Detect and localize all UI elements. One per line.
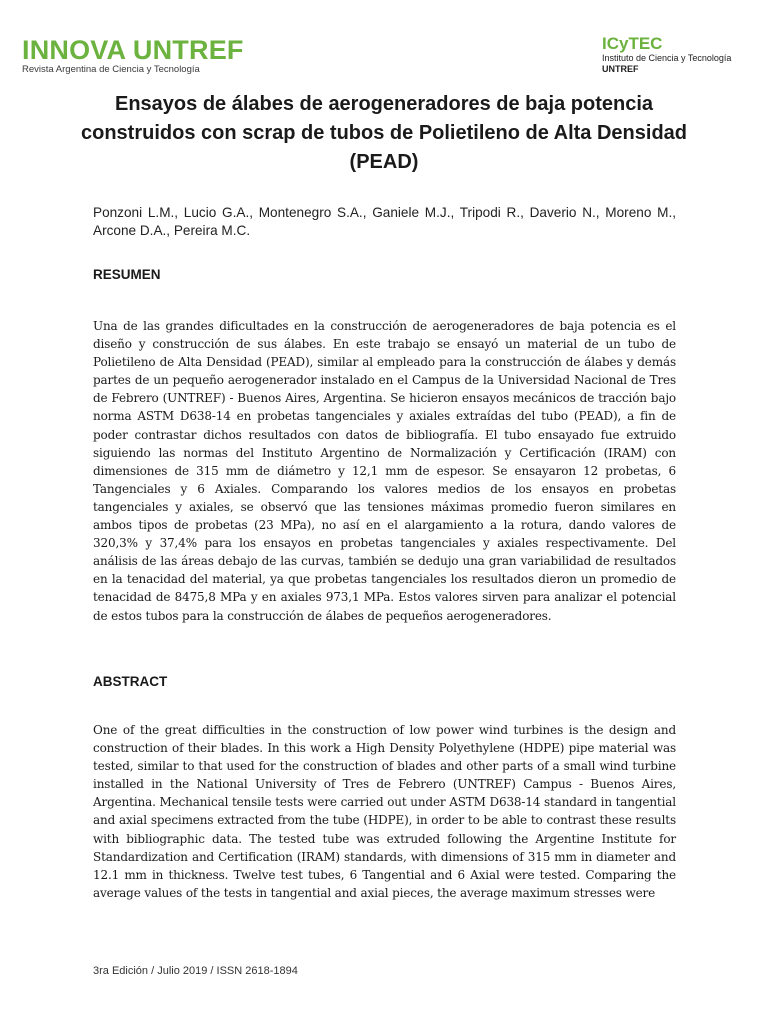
- article-title: Ensayos de álabes de aerogeneradores de baja potencia construidos con scrap de tubos de Polietileno de Alta Densidad (PEAD): [80, 93, 688, 173]
- institute-full-name: Instituto de Ciencia y Tecnología: [602, 53, 732, 63]
- author-list: Ponzoni L.M., Lucio G.A., Montenegro S.A., Ganiele M.J., Tripodi R., Daverio N., Moreno M., Arcone D.A., Pereira M.C.: [93, 205, 676, 238]
- resumen-text: Una de las grandes dificultades en la construcción de aerogeneradores de baja potencia es el diseño y construcción de sus álabes. En este trabajo se ensayó un material de un tubo de Polietileno de Alta Densidad (PEAD), similar al empleado para la construcción de álabes y demás partes de un pequeño aerogenerador instalado en el Campus de la Universidad Nacional de Tres de Febrero (UNTREF) - Buenos Aires, Argentina. Se hicieron ensayos mecánicos de tracción bajo norma ASTM D638-14 en probetas tangenciales y axiales extraídas del tubo (PEAD), a fin de poder contrastar dichos resultados con datos de bibliografía. El tubo ensayado fue extruido siguiendo las normas del Instituto Argentino de Normalización y Certificación (IRAM) con dimensiones de 315 mm de diámetro y 12,1 mm de espesor. Se ensayaron 12 probetas, 6 Tangenciales y 6 Axiales. Comparando los valores medios de los ensayos en probetas tangenciales y axiales, se observó que las tensiones máximas promedio fueron similares en ambos tipos de probetas (23 MPa), no así en el alargamiento a la rotura, dando valores de 320,3% y 37,4% para los ensayos en probetas tangenciales y axiales respectivamente. Del análisis de las áreas debajo de las curvas, también se dedujo una gran variabilidad de resultados en la tenacidad del material, ya que probetas tangenciales los resultados dieron un promedio de tenacidad de 8475,8 MPa y en axiales 973,1 MPa. Estos valores sirven para analizar el potencial de estos tubos para la construcción de álabes de pequeños aerogeneradores.: [93, 319, 676, 623]
- journal-subtitle: Revista Argentina de Ciencia y Tecnología: [22, 64, 200, 75]
- abstract-text: One of the great difficulties in the construction of low power wind turbines is the design and construction of their blades. In this work a High Density Polyethylene (HDPE) pipe material was tested, similar to that used for the construction of blades and other parts of a small wind turbine installed in the National University of Tres de Febrero (UNTREF) Campus - Buenos Aires, Argentina. Mechanical tensile tests were carried out under ASTM D638-14 standard in tangential and axial specimens extracted from the tube (HDPE), in order to be able to contrast these results with bibliographic data. The tested tube was extruded following the Argentine Institute for Standardization and Certification (IRAM) standards, with dimensions of 315 mm in diameter and 12.1 mm in thickness. Twelve test tubes, 6 Tangential and 6 Axial were tested. Comparing the average values of the tests in tangential and axial pieces, the average maximum stresses were: [93, 723, 676, 900]
- page-footer: 3ra Edición / Julio 2019 / ISSN 2618-1894: [93, 965, 298, 977]
- resumen-heading: RESUMEN: [93, 267, 161, 282]
- institute-university: UNTREF: [602, 64, 639, 74]
- journal-logo: [22, 36, 244, 75]
- institute-name: ICyTEC: [602, 34, 663, 53]
- journal-name: INNOVA UNTREF: [22, 35, 244, 65]
- institute-logo: [602, 34, 731, 75]
- abstract-heading: ABSTRACT: [93, 674, 168, 689]
